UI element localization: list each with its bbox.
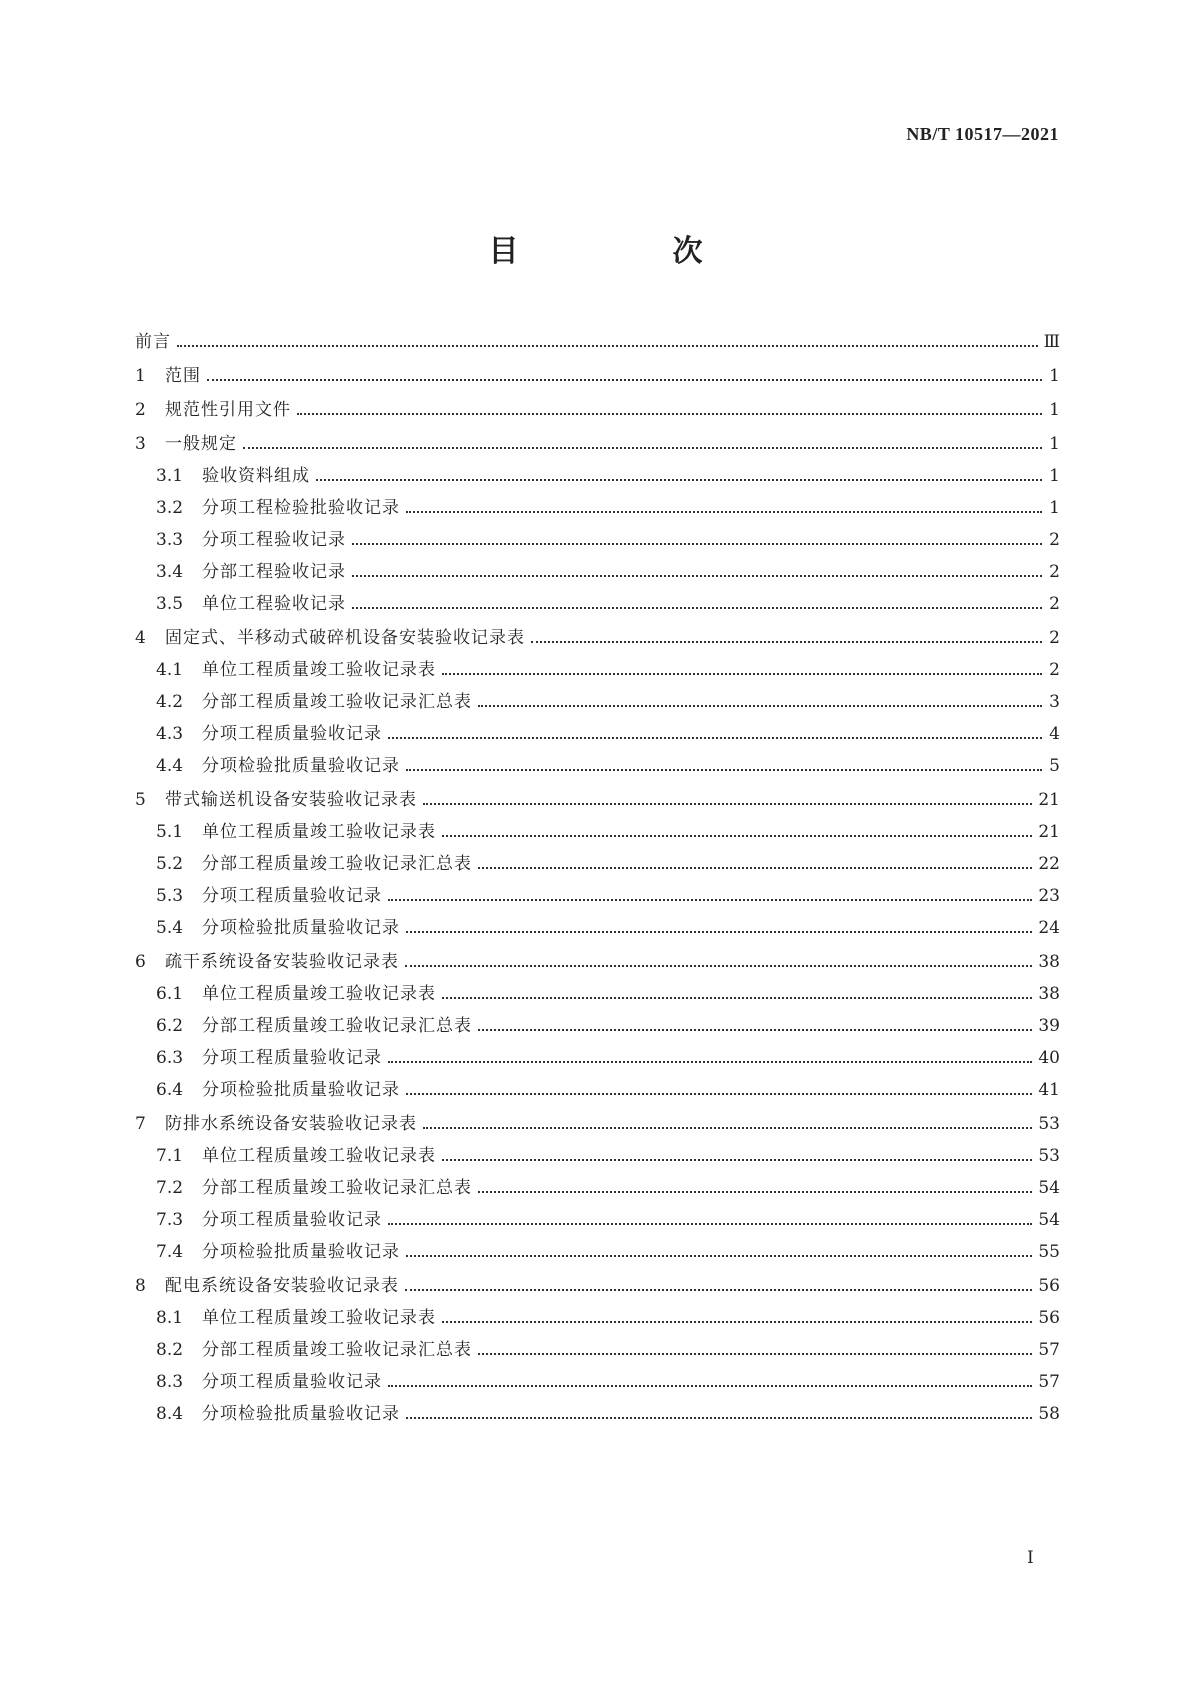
toc-entry-label: 单位工程质量竣工验收记录表 — [202, 660, 436, 680]
toc-entry-page: 2 — [1049, 562, 1060, 582]
toc-entry-label: 带式输送机设备安装验收记录表 — [165, 790, 417, 810]
toc-dot-leader — [406, 768, 1042, 771]
toc-entry-page: 21 — [1038, 790, 1060, 810]
toc-dot-leader — [531, 640, 1042, 643]
toc-entry-number: 4.1 — [156, 660, 184, 680]
toc-entry-page: 1 — [1049, 498, 1060, 518]
toc-entry-number: 7.2 — [156, 1178, 184, 1198]
toc-entry-page: 1 — [1049, 466, 1060, 486]
toc-entry-label: 单位工程质量竣工验收记录表 — [202, 1308, 436, 1328]
toc-dot-leader — [388, 1384, 1032, 1387]
toc-dot-leader — [207, 378, 1042, 381]
toc-entry[interactable] — [135, 848, 1060, 880]
toc-entry-page: 58 — [1038, 1404, 1060, 1424]
toc-entry-number: 3.4 — [156, 562, 184, 582]
toc-dot-leader — [442, 1158, 1032, 1161]
toc-entry[interactable] — [135, 1236, 1060, 1268]
toc-entry-number: 6.4 — [156, 1080, 184, 1100]
toc-entry-number: 5.4 — [156, 918, 184, 938]
toc-entry-number: 3.1 — [156, 466, 184, 486]
table-of-contents — [135, 326, 1060, 1430]
toc-entry[interactable] — [135, 686, 1060, 718]
toc-entry-page: 4 — [1049, 724, 1060, 744]
toc-entry-label: 范围 — [165, 366, 201, 386]
toc-entry[interactable] — [135, 460, 1060, 492]
toc-entry-number: 2 — [135, 400, 146, 420]
toc-entry[interactable] — [135, 1140, 1060, 1172]
toc-dot-leader — [478, 866, 1032, 869]
toc-dot-leader — [388, 1060, 1032, 1063]
toc-entry-label: 分部工程质量竣工验收记录汇总表 — [202, 1178, 472, 1198]
toc-dot-leader — [388, 736, 1042, 739]
toc-entry-label: 分项工程检验批验收记录 — [202, 498, 400, 518]
toc-dot-leader — [406, 1254, 1032, 1257]
toc-dot-leader — [406, 1416, 1032, 1419]
toc-dot-leader — [423, 1126, 1032, 1129]
toc-entry-label: 分项工程质量验收记录 — [202, 1048, 382, 1068]
toc-dot-leader — [352, 574, 1042, 577]
toc-dot-leader — [388, 1222, 1032, 1225]
toc-entry-label: 分部工程质量竣工验收记录汇总表 — [202, 1016, 472, 1036]
toc-entry-number: 5.1 — [156, 822, 184, 842]
toc-entry-label: 单位工程质量竣工验收记录表 — [202, 1146, 436, 1166]
toc-entry[interactable] — [135, 946, 1060, 978]
toc-entry-number: 5.2 — [156, 854, 184, 874]
toc-dot-leader — [352, 542, 1042, 545]
toc-entry[interactable] — [135, 1334, 1060, 1366]
toc-entry-label: 分部工程验收记录 — [202, 562, 346, 582]
toc-entry-number: 8.2 — [156, 1340, 184, 1360]
toc-entry-page: 1 — [1049, 434, 1060, 454]
toc-dot-leader — [405, 1288, 1032, 1291]
toc-dot-leader — [442, 996, 1032, 999]
toc-entry[interactable] — [135, 1270, 1060, 1302]
toc-entry[interactable] — [135, 622, 1060, 654]
toc-entry-label: 分项检验批质量验收记录 — [202, 1080, 400, 1100]
toc-entry-number: 8 — [135, 1276, 146, 1296]
toc-entry-number: 3.5 — [156, 594, 184, 614]
toc-entry-label: 分项工程质量验收记录 — [202, 886, 382, 906]
toc-dot-leader — [478, 1190, 1032, 1193]
toc-entry-label: 固定式、半移动式破碎机设备安装验收记录表 — [165, 628, 525, 648]
toc-entry-number: 6 — [135, 952, 146, 972]
toc-entry-label: 分项工程质量验收记录 — [202, 724, 382, 744]
toc-entry-label: 分部工程质量竣工验收记录汇总表 — [202, 1340, 472, 1360]
toc-entry-number: 4.4 — [156, 756, 184, 776]
toc-entry-page: 1 — [1049, 400, 1060, 420]
toc-entry-page: 38 — [1038, 984, 1060, 1004]
toc-entry[interactable] — [135, 816, 1060, 848]
toc-entry-label: 分项检验批质量验收记录 — [202, 1242, 400, 1262]
toc-entry[interactable] — [135, 1302, 1060, 1334]
toc-entry-number: 6.1 — [156, 984, 184, 1004]
toc-dot-leader — [442, 834, 1032, 837]
toc-entry-number: 4.3 — [156, 724, 184, 744]
standard-code: NB/T 10517—2021 — [906, 124, 1059, 144]
toc-entry-number: 7.1 — [156, 1146, 184, 1166]
toc-entry-number: 5 — [135, 790, 146, 810]
toc-entry-label: 分部工程质量竣工验收记录汇总表 — [202, 692, 472, 712]
toc-dot-leader — [478, 1028, 1032, 1031]
toc-dot-leader — [406, 1092, 1032, 1095]
toc-entry[interactable] — [135, 1366, 1060, 1398]
toc-entry-page: Ⅲ — [1043, 332, 1060, 352]
toc-entry-page: 22 — [1038, 854, 1060, 874]
toc-entry[interactable] — [135, 1172, 1060, 1204]
toc-entry-page: 1 — [1049, 366, 1060, 386]
toc-dot-leader — [406, 510, 1042, 513]
toc-entry-page: 38 — [1038, 952, 1060, 972]
toc-entry-label: 分项检验批质量验收记录 — [202, 1404, 400, 1424]
toc-entry[interactable] — [135, 1042, 1060, 1074]
toc-entry-label: 单位工程质量竣工验收记录表 — [202, 984, 436, 1004]
toc-dot-leader — [442, 1320, 1032, 1323]
toc-entry-page: 2 — [1049, 530, 1060, 550]
toc-entry[interactable] — [135, 1010, 1060, 1042]
toc-entry[interactable] — [135, 360, 1060, 392]
toc-dot-leader — [423, 802, 1032, 805]
toc-entry-label: 分项检验批质量验收记录 — [202, 756, 400, 776]
toc-entry-number: 7.3 — [156, 1210, 184, 1230]
toc-entry[interactable] — [135, 784, 1060, 816]
toc-entry-page: 56 — [1038, 1276, 1060, 1296]
toc-entry-label: 前言 — [135, 332, 171, 352]
toc-entry-label: 分项工程验收记录 — [202, 530, 346, 550]
toc-dot-leader — [406, 930, 1032, 933]
toc-entry-number: 5.3 — [156, 886, 184, 906]
toc-entry[interactable] — [135, 718, 1060, 750]
toc-dot-leader — [442, 672, 1042, 675]
toc-entry-page: 2 — [1049, 628, 1060, 648]
toc-dot-leader — [478, 704, 1042, 707]
toc-entry[interactable] — [135, 1074, 1060, 1106]
page-title: 目 次 — [488, 234, 765, 269]
toc-entry-page: 39 — [1038, 1016, 1060, 1036]
toc-entry-number: 3 — [135, 434, 146, 454]
toc-entry-label: 配电系统设备安装验收记录表 — [165, 1276, 399, 1296]
toc-entry[interactable] — [135, 880, 1060, 912]
toc-dot-leader — [177, 344, 1038, 347]
toc-dot-leader — [388, 898, 1032, 901]
toc-entry-number: 3.3 — [156, 530, 184, 550]
toc-entry[interactable] — [135, 556, 1060, 588]
toc-entry-page: 40 — [1038, 1048, 1060, 1068]
toc-entry-label: 疏干系统设备安装验收记录表 — [165, 952, 399, 972]
toc-entry-page: 3 — [1049, 692, 1060, 712]
toc-entry-page: 41 — [1038, 1080, 1060, 1100]
toc-entry-page: 2 — [1049, 660, 1060, 680]
toc-dot-leader — [405, 964, 1032, 967]
toc-entry-number: 1 — [135, 366, 146, 386]
toc-entry[interactable] — [135, 588, 1060, 620]
toc-entry-page: 53 — [1038, 1146, 1060, 1166]
toc-entry-label: 分项工程质量验收记录 — [202, 1372, 382, 1392]
toc-entry-page: 56 — [1038, 1308, 1060, 1328]
toc-entry-number: 7 — [135, 1114, 146, 1134]
toc-entry-page: 2 — [1049, 594, 1060, 614]
toc-entry-page: 24 — [1038, 918, 1060, 938]
toc-entry[interactable] — [135, 912, 1060, 944]
toc-entry-label: 单位工程质量竣工验收记录表 — [202, 822, 436, 842]
toc-entry[interactable] — [135, 394, 1060, 426]
toc-dot-leader — [352, 606, 1042, 609]
toc-entry-page: 23 — [1038, 886, 1060, 906]
toc-entry-number: 6.2 — [156, 1016, 184, 1036]
toc-entry[interactable] — [135, 492, 1060, 524]
toc-entry-page: 55 — [1038, 1242, 1060, 1262]
toc-entry[interactable] — [135, 654, 1060, 686]
toc-entry-label: 防排水系统设备安装验收记录表 — [165, 1114, 417, 1134]
toc-dot-leader — [243, 446, 1042, 449]
toc-entry-page: 5 — [1049, 756, 1060, 776]
toc-entry-label: 分项工程质量验收记录 — [202, 1210, 382, 1230]
toc-entry[interactable] — [135, 1108, 1060, 1140]
toc-entry[interactable] — [135, 1398, 1060, 1430]
toc-entry[interactable] — [135, 1204, 1060, 1236]
toc-entry-page: 57 — [1038, 1372, 1060, 1392]
toc-entry-number: 6.3 — [156, 1048, 184, 1068]
toc-entry-page: 57 — [1038, 1340, 1060, 1360]
toc-entry-number: 8.1 — [156, 1308, 184, 1328]
toc-entry-number: 8.3 — [156, 1372, 184, 1392]
toc-entry-page: 21 — [1038, 822, 1060, 842]
toc-dot-leader — [316, 478, 1042, 481]
toc-entry[interactable] — [135, 428, 1060, 460]
toc-entry-label: 单位工程验收记录 — [202, 594, 346, 614]
toc-entry-label: 验收资料组成 — [202, 466, 310, 486]
toc-entry[interactable] — [135, 524, 1060, 556]
toc-entry-page: 54 — [1038, 1178, 1060, 1198]
toc-entry-number: 4.2 — [156, 692, 184, 712]
toc-entry-number: 3.2 — [156, 498, 184, 518]
toc-entry-page: 54 — [1038, 1210, 1060, 1230]
toc-entry-number: 8.4 — [156, 1404, 184, 1424]
toc-entry-page: 53 — [1038, 1114, 1060, 1134]
toc-entry[interactable] — [135, 978, 1060, 1010]
toc-entry-number: 4 — [135, 628, 146, 648]
toc-entry-label: 一般规定 — [165, 434, 237, 454]
toc-entry[interactable] — [135, 326, 1060, 358]
toc-entry[interactable] — [135, 750, 1060, 782]
toc-dot-leader — [478, 1352, 1032, 1355]
toc-entry-label: 分项检验批质量验收记录 — [202, 918, 400, 938]
page-number: I — [1027, 1548, 1034, 1568]
toc-entry-label: 规范性引用文件 — [165, 400, 291, 420]
toc-dot-leader — [297, 412, 1042, 415]
toc-entry-label: 分部工程质量竣工验收记录汇总表 — [202, 854, 472, 874]
toc-entry-number: 7.4 — [156, 1242, 184, 1262]
